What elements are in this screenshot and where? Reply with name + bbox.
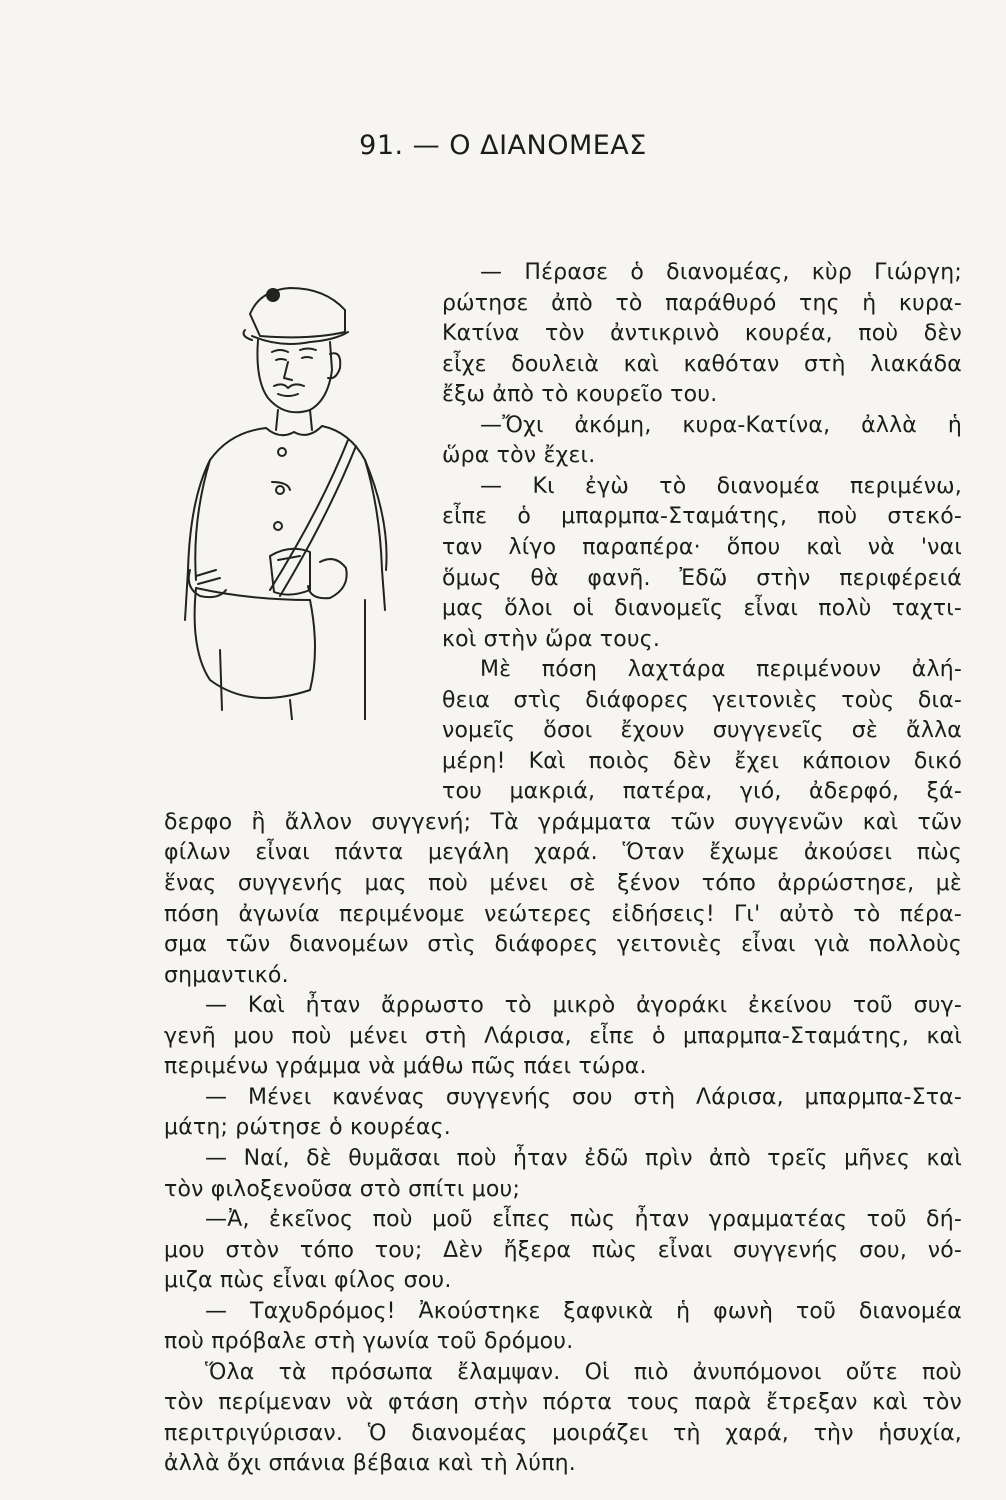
text-line: φίλων εἶναι πάντα μεγάλη χαρά. Ὅταν ἔχωμε ἀκούσει πὼς xyxy=(164,840,962,866)
text-line: του μακριά, πατέρα, γιό, ἀδερφό, ξά- xyxy=(442,779,962,805)
text-line: — Καὶ ἦταν ἄρρωστο τὸ μικρὸ ἀγοράκι ἐκείνου τοῦ συγ- xyxy=(205,993,962,1019)
text-line: σημαντικό. xyxy=(164,962,289,988)
text-line: ὥρα τὸν ἔχει. xyxy=(442,443,596,469)
text-line: περιμένω γράμμα νὰ μάθω πῶς πάει τώρα. xyxy=(164,1054,647,1080)
text-line: θεια στὶς διάφορες γειτονιὲς τοὺς δια- xyxy=(442,687,962,713)
chapter-title: 91. — Ο ΔΙΑΝΟΜΕΑΣ xyxy=(359,130,647,161)
text-line: μας ὅλοι οἱ διανομεῖς εἶναι πολὺ ταχτι- xyxy=(442,596,962,622)
text-line: τὸν φιλοξενοῦσα στὸ σπίτι μου; xyxy=(164,1176,521,1202)
text-line: σμα τῶν διανομέων στὶς διάφορες γειτονιὲς εἶναι γιὰ πολλοὺς xyxy=(164,932,962,958)
text-line: ἀλλὰ ὄχι σπάνια βέβαια καὶ τὴ λύπη. xyxy=(164,1451,576,1477)
text-line: ταν λίγο παραπέρα· ὅπου καὶ νὰ 'ναι xyxy=(442,534,962,560)
text-line: εἶχε δουλειὰ καὶ καθόταν στὴ λιακάδα xyxy=(442,351,962,377)
text-line: —Ἀ, ἐκεῖνος ποὺ μοῦ εἶπες πὼς ἦταν γραμματέας τοῦ δή- xyxy=(205,1207,962,1233)
text-line: Μὲ πόση λαχτάρα περιμένουν ἀλή- xyxy=(480,657,962,683)
text-line: μάτη; ρώτησε ὁ κουρέας. xyxy=(164,1115,451,1141)
text-line: Κατίνα τὸν ἀντικρινὸ κουρέα, ποὺ δὲν xyxy=(442,321,962,347)
text-line: περιτριγύρισαν. Ὁ διανομέας μοιράζει τὴ χαρά, τὴν ἡσυχία, xyxy=(164,1420,962,1446)
text-line: μέρη! Καὶ ποιὸς δὲν ἔχει κάποιον δικό xyxy=(442,748,962,774)
text-line: — Ναί, δὲ θυμᾶσαι ποὺ ἦταν ἐδῶ πρὶν ἀπὸ τρεῖς μῆνες καὶ xyxy=(205,1145,962,1171)
text-line: —Ὄχι ἀκόμη, κυρα-Κατίνα, ἀλλὰ ἡ xyxy=(480,412,962,438)
text-line: ἔξω ἀπὸ τὸ κουρεῖο του. xyxy=(442,382,718,408)
text-line: κοὶ στὴν ὥρα τους. xyxy=(442,626,661,652)
text-line: νομεῖς ὅσοι ἔχουν συγγενεῖς σὲ ἄλλα xyxy=(442,718,962,744)
text-line: μου στὸν τόπο του; Δὲν ἤξερα πὼς εἶναι συγγενής σου, νό- xyxy=(164,1237,962,1263)
text-line: γενῆ μου ποὺ μένει στὴ Λάρισα, εἶπε ὁ μπαρμπα-Σταμάτης, καὶ xyxy=(164,1023,962,1049)
text-line: — Μένει κανένας συγγενής σου στὴ Λάρισα, μπαρμπα-Στα- xyxy=(205,1084,962,1110)
postman-illustration xyxy=(160,270,450,720)
text-line: ποὺ πρόβαλε στὴ γωνία τοῦ δρόμου. xyxy=(164,1329,574,1355)
text-line: — Κι ἐγὼ τὸ διανομέα περιμένω, xyxy=(480,473,962,499)
text-line: — Ταχυδρόμος! Ἀκούστηκε ξαφνικὰ ἡ φωνὴ τοῦ διανομέα xyxy=(205,1298,962,1324)
text-line: πόση ἀγωνία περιμένομε νεώτερες εἰδήσεις! Γι' αὐτὸ τὸ πέρα- xyxy=(164,901,962,927)
text-line: ἕνας συγγενής μας ποὺ μένει σὲ ξένον τόπο ἀρρώστησε, μὲ xyxy=(164,871,962,896)
text-line: ρώτησε ἀπὸ τὸ παράθυρό της ἡ κυρα- xyxy=(442,290,962,316)
text-line: μιζα πὼς εἶναι φίλος σου. xyxy=(164,1268,452,1294)
text-line: τὸν περίμεναν νὰ φτάση στὴν πόρτα τους παρὰ ἔτρεξαν καὶ τὸν xyxy=(164,1390,962,1416)
text-line: Ὅλα τὰ πρόσωπα ἔλαμψαν. Οἱ πιὸ ἀνυπόμονοι οὔτε ποὺ xyxy=(205,1359,962,1385)
text-line: ὅμως θὰ φανῆ. Ἐδῶ στὴν περιφέρειά xyxy=(442,565,962,591)
text-line: — Πέρασε ὁ διανομέας, κὺρ Γιώργη; xyxy=(480,260,962,285)
text-line: δερφο ἢ ἄλλον συγγενή; Τὰ γράμματα τῶν συγγενῶν καὶ τῶν xyxy=(164,809,962,835)
text-line: εἶπε ὁ μπαρμπα-Σταμάτης, ποὺ στεκό- xyxy=(442,504,962,530)
